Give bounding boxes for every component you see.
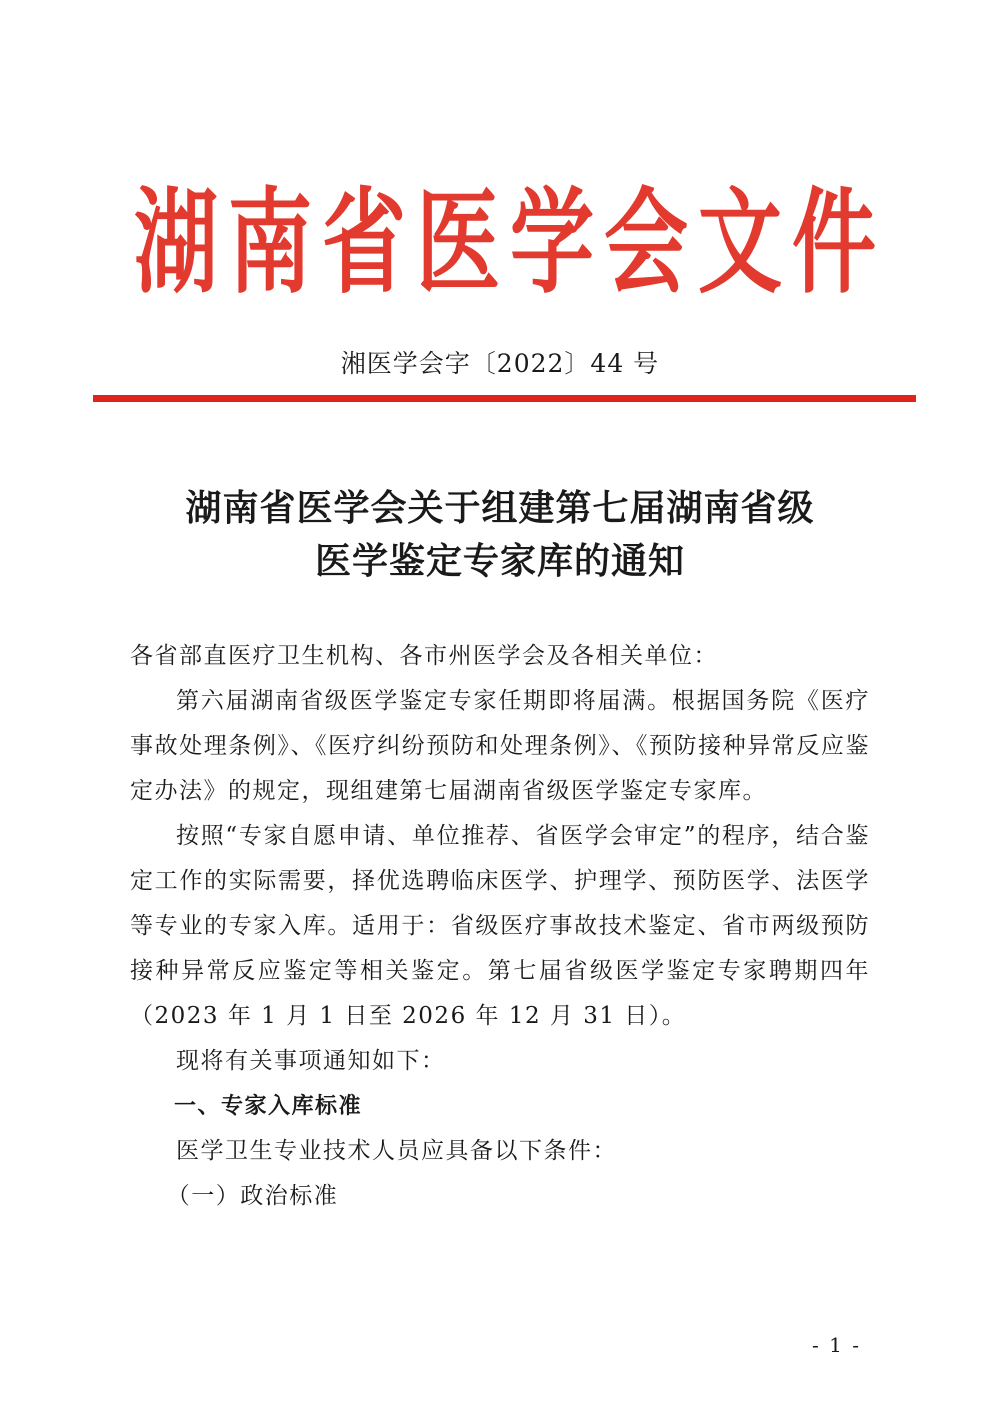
body-paragraph-4: 医学卫生专业技术人员应具备以下条件： — [176, 1138, 617, 1164]
masthead-char: 文 — [697, 176, 782, 310]
masthead-char: 医 — [415, 176, 500, 310]
masthead-char: 湖 — [133, 176, 218, 310]
body-paragraph-2: 按照“专家自愿申请、单位推荐、省医学会审定”的程序，结合鉴定工作的实际需要，择优选聘临床医学、护理学、预防医学、法医学等专业的专家入库。适用于：省级医疗事故技术鉴定、省市两级预防接种异常反应鉴定等相关鉴定。第七届省级医学鉴定专家聘期四年（2023 年 1 月 1 日至 2026 年 12 月 31 日）。 — [130, 823, 870, 1029]
section-heading-1: 一、专家入库标准 — [174, 1094, 363, 1119]
masthead-char: 学 — [509, 176, 594, 310]
page-number: - 1 - — [812, 1333, 861, 1357]
document-title-line-2: 医学鉴定专家库的通知 — [314, 540, 685, 582]
masthead — [130, 178, 880, 308]
subsection-heading-1: （一）政治标准 — [166, 1183, 339, 1209]
body-paragraph-1: 第六届湖南省级医学鉴定专家任期即将届满。根据国务院《医疗事故处理条例》、《医疗纠纷预防和处理条例》、《预防接种异常反应鉴定办法》的规定，现组建第七届湖南省级医学鉴定专家库。 — [130, 688, 870, 804]
document-number: 湘医学会字〔2022〕44 号 — [340, 349, 660, 378]
body-paragraph-3: 现将有关事项通知如下： — [176, 1048, 446, 1074]
masthead-char: 会 — [603, 176, 688, 310]
red-divider-rule — [93, 395, 916, 402]
document-body — [130, 634, 870, 1219]
masthead-char: 南 — [227, 176, 312, 310]
document-title-line-1: 湖南省医学会关于组建第七届湖南省级 — [185, 487, 815, 529]
salutation: 各省部直医疗卫生机构、各市州医学会及各相关单位： — [130, 643, 718, 669]
masthead-char: 件 — [791, 176, 876, 310]
masthead-char: 省 — [321, 176, 406, 310]
